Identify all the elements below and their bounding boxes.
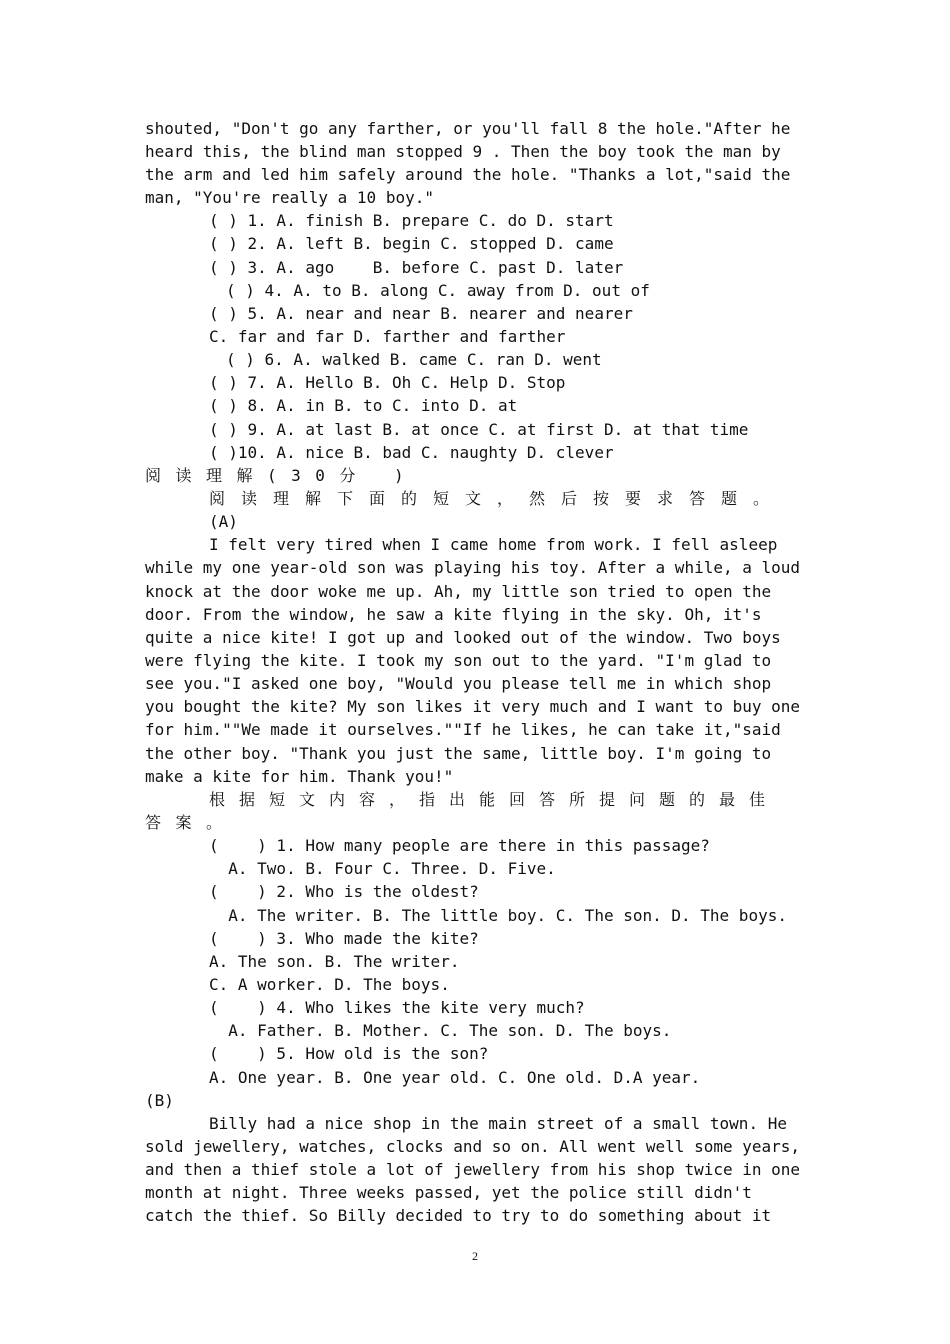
passage-a-line: you bought the kite? My son likes it very much and I want to buy one bbox=[145, 697, 801, 716]
question-options: A. Father. B. Mother. C. The son. D. The boys. bbox=[209, 1021, 672, 1040]
passage-a-line: quite a nice kite! I got up and looked out of the window. Two boys bbox=[145, 628, 781, 647]
passage-a-line: see you."I asked one boy, "Would you please tell me in which shop bbox=[145, 674, 772, 693]
cloze-option: ( ) 2. A. left B. begin C. stopped D. came bbox=[209, 234, 614, 253]
passage-a-label: (A) bbox=[209, 512, 238, 531]
section-instruction: 阅读理解下面的短文，然后按要求答题。 bbox=[209, 489, 786, 508]
question: ( ) 1. How many people are there in this passage? bbox=[209, 836, 710, 855]
cloze-option: ( ) 1. A. finish B. prepare C. do D. start bbox=[209, 211, 614, 230]
cloze-option: ( ) 3. A. ago B. before C. past D. later bbox=[209, 258, 624, 277]
cloze-option: ( ) 7. A. Hello B. Oh C. Help D. Stop bbox=[209, 373, 566, 392]
passage-b-line: sold jewellery, watches, clocks and so on. All went well some years, bbox=[145, 1137, 801, 1156]
passage-a-line: I felt very tired when I came home from work. I fell asleep bbox=[209, 535, 778, 554]
section-heading: 阅读理解(30分 ) bbox=[145, 466, 419, 485]
question: ( ) 3. Who made the kite? bbox=[209, 929, 479, 948]
cloze-option: ( ) 9. A. at last B. at once C. at first D. at that time bbox=[209, 420, 749, 439]
passage-a-line: make a kite for him. Thank you!" bbox=[145, 767, 454, 786]
passage-a-line: the other boy. "Thank you just the same, little boy. I'm going to bbox=[145, 744, 772, 763]
cloze-option: ( ) 5. A. near and near B. nearer and nearer bbox=[209, 304, 633, 323]
passage-b-line: catch the thief. So Billy decided to try to do something about it bbox=[145, 1206, 772, 1225]
question-options: A. Two. B. Four C. Three. D. Five. bbox=[209, 859, 556, 878]
question-instruction-cont: 答案。 bbox=[145, 813, 237, 832]
cloze-option: ( ) 8. A. in B. to C. into D. at bbox=[209, 396, 518, 415]
passage-a-line: were flying the kite. I took my son out to the yard. "I'm glad to bbox=[145, 651, 772, 670]
question-options: A. One year. B. One year old. C. One old. D.A year. bbox=[209, 1068, 701, 1087]
question: ( ) 2. Who is the oldest? bbox=[209, 882, 479, 901]
passage-a-line: while my one year-old son was playing his toy. After a while, a loud bbox=[145, 558, 801, 577]
passage-b-line: and then a thief stole a lot of jewellery from his shop twice in one bbox=[145, 1160, 801, 1179]
cloze-text-line: man, "You're really a 10 boy." bbox=[145, 188, 434, 207]
cloze-option: ( )10. A. nice B. bad C. naughty D. clever bbox=[209, 443, 614, 462]
cloze-text-line: heard this, the blind man stopped 9 . Then the boy took the man by bbox=[145, 142, 781, 161]
passage-b-label: (B) bbox=[145, 1091, 174, 1110]
question-instruction: 根据短文内容，指出能回答所提问题的最佳 bbox=[209, 790, 780, 809]
question-options: C. A worker. D. The boys. bbox=[209, 975, 450, 994]
question-options: A. The writer. B. The little boy. C. The son. D. The boys. bbox=[209, 906, 787, 925]
question: ( ) 4. Who likes the kite very much? bbox=[209, 998, 585, 1017]
passage-a-line: for him.""We made it ourselves.""If he likes, he can take it,"said bbox=[145, 720, 781, 739]
cloze-text-line: the arm and led him safely around the hole. "Thanks a lot,"said the bbox=[145, 165, 791, 184]
passage-b-line: Billy had a nice shop in the main street of a small town. He bbox=[209, 1114, 787, 1133]
cloze-option: ( ) 6. A. walked B. came C. ran D. went bbox=[226, 350, 602, 369]
cloze-text-line: shouted, "Don't go any farther, or you'll fall 8 the hole."After he bbox=[145, 119, 791, 138]
passage-b-line: month at night. Three weeks passed, yet the police still didn't bbox=[145, 1183, 752, 1202]
question: ( ) 5. How old is the son? bbox=[209, 1044, 489, 1063]
passage-a-line: knock at the door woke me up. Ah, my little son tried to open the bbox=[145, 582, 772, 601]
cloze-option: C. far and far D. farther and farther bbox=[209, 327, 566, 346]
question-options: A. The son. B. The writer. bbox=[209, 952, 460, 971]
page-number: 2 bbox=[472, 1249, 478, 1263]
cloze-option: ( ) 4. A. to B. along C. away from D. out of bbox=[226, 281, 650, 300]
passage-a-line: door. From the window, he saw a kite flying in the sky. Oh, it's bbox=[145, 605, 762, 624]
